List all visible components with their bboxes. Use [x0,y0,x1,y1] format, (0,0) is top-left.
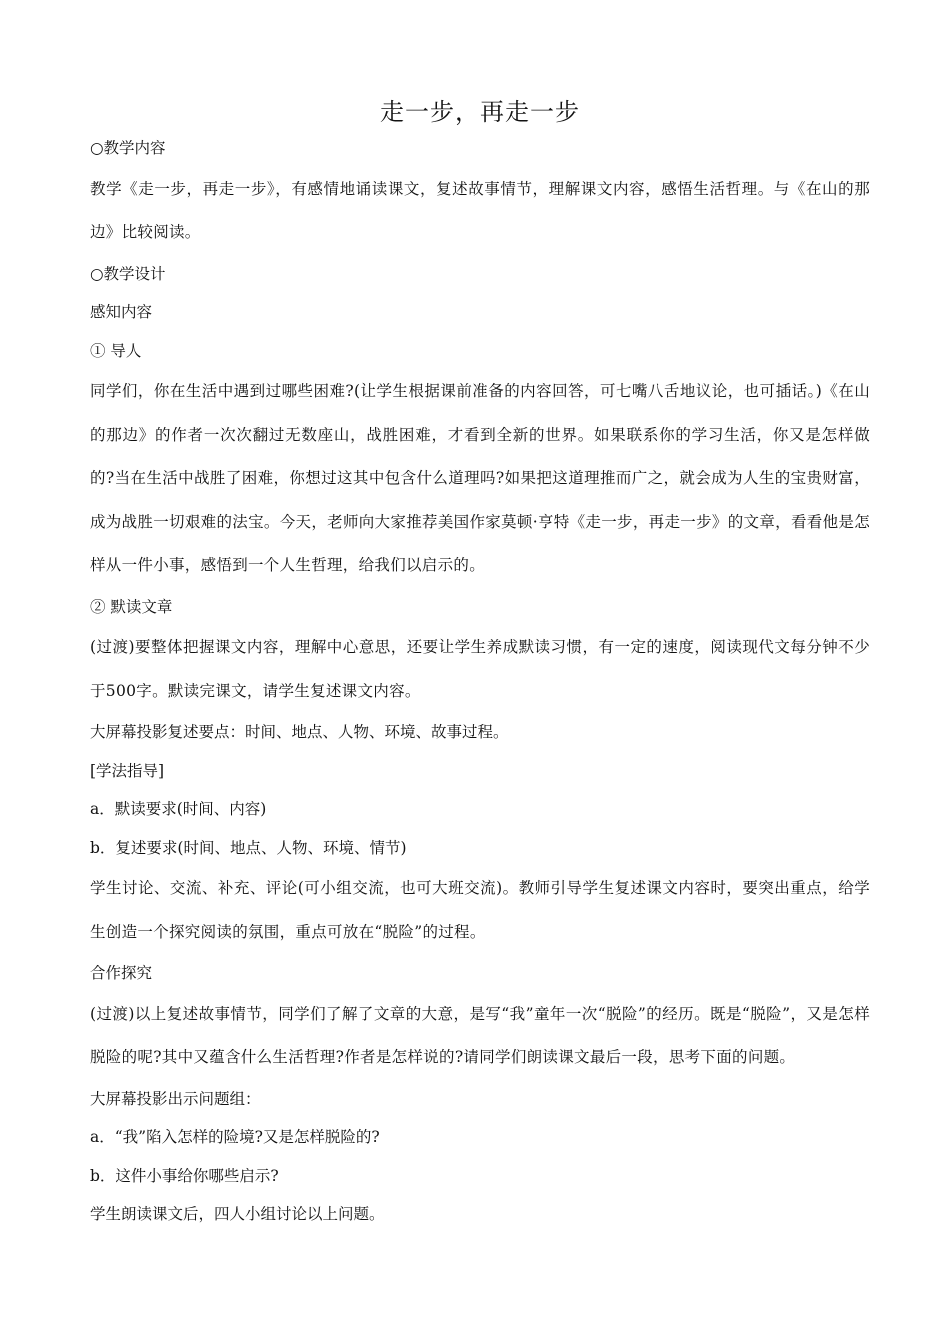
step-silent-reading: ② 默读文章 [90,597,173,616]
section-heading-design: ○教学设计 [90,264,166,283]
method-guide-heading: [学法指导] [90,761,165,780]
paragraph-intro: 同学们，你在生活中遇到过哪些困难?(让学生根据课前准备的内容回答，可七嘴八舌地议论，也可插话。)《在山的那边》的作者一次次翻过无数座山，战胜困难，才看到全新的世界。如果联系你的学习生活，你又是怎样做的?当在生活中战胜了困难，你想过这其中包含什么道理吗?如果把这道理推而广之，就会成为人生的宝贵财富，成为战胜一切艰难的法宝。今天，老师向大家推荐美国作家莫顿·亨特《走一步，再走一步》的文章，看看他是怎样从一件小事，感悟到一个人生哲理，给我们以启示的。 [90,382,870,574]
paragraph-content: 教学《走一步，再走一步》，有感情地诵读课文，复述故事情节，理解课文内容，感悟生活哲理。与《在山的那边》比较阅读。 [90,179,870,241]
document-title: 走一步，再走一步 [380,98,580,126]
paragraph-discussion: 学生讨论、交流、补充、评论(可小组交流，也可大班交流)。教师引导学生复述课文内容时，要突出重点，给学生创造一个探究阅读的氛围，重点可放在“脱险”的过程。 [90,879,870,941]
retell-points: 大屏幕投影复述要点：时间、地点、人物、环境、故事过程。 [90,723,509,741]
step-intro: ① 导人 [90,341,142,360]
subheading-cooperate: 合作探究 [90,964,153,982]
question-group-heading: 大屏幕投影出示问题组： [90,1089,261,1108]
method-item-b: b．复述要求(时间、地点、人物、环境、情节) [90,838,407,857]
subheading-perceive: 感知内容 [90,303,153,321]
paragraph-silent-reading: (过渡)要整体把握课文内容，理解中心意思，还要让学生养成默读习惯，有一定的速度，阅读现代文每分钟不少于500字。默读完课文，请学生复述课文内容。 [90,638,870,700]
closing-line: 学生朗读课文后，四人小组讨论以上问题。 [90,1205,385,1223]
section-heading-content: ○教学内容 [90,139,166,157]
question-item-a: a．“我”陷入怎样的险境?又是怎样脱险的? [90,1128,380,1146]
question-item-b: b．这件小事给你哪些启示? [90,1166,279,1185]
method-item-a: a．默读要求(时间、内容) [90,800,267,818]
document-page [90,92,870,1234]
paragraph-cooperate: (过渡)以上复述故事情节，同学们了解了文章的大意，是写“我”童年一次“脱险”的经历。既是“脱险”，又是怎样脱险的呢?其中又蕴含什么生活哲理?作者是怎样说的?请同学们朗读课文最后一段，思考下面的问题。 [90,1004,870,1066]
